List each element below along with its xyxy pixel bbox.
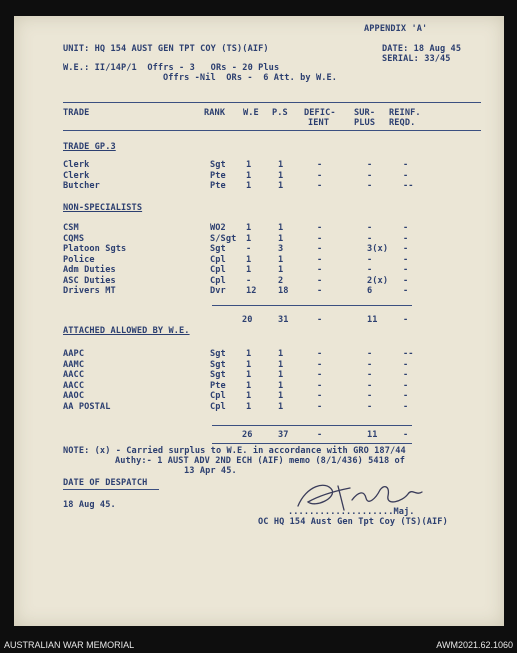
- document-page: [14, 16, 504, 626]
- cell-surplus: -: [367, 254, 373, 265]
- cell-trade: AACC: [63, 380, 85, 391]
- header-defic-2: IENT: [308, 118, 330, 128]
- cell-defic: -: [317, 244, 323, 254]
- cell-defic: -: [317, 170, 323, 181]
- cell-trade: Clerk: [63, 160, 90, 170]
- cell-we: 12: [246, 286, 257, 296]
- cell-reinf: -: [403, 359, 409, 370]
- cell-reinf: -: [403, 401, 409, 412]
- cell-rank: Sgt: [210, 160, 226, 170]
- header-bottom-rule: [63, 130, 481, 131]
- cell-reinf: -: [403, 160, 409, 170]
- cell-ps: 1: [278, 265, 284, 275]
- cell-surplus: 6: [367, 286, 373, 296]
- cell-we: 1: [246, 160, 252, 170]
- cell-ps: 1: [278, 160, 284, 170]
- cell-reinf: -: [403, 254, 409, 265]
- cell-surplus: -: [367, 349, 373, 359]
- total-we: 26: [242, 430, 253, 440]
- cell-rank: Pte: [210, 170, 226, 181]
- cell-ps: 1: [278, 391, 284, 401]
- total-ps: 31: [278, 315, 289, 325]
- cell-rank: S/Sgt: [210, 233, 237, 244]
- header-rank: RANK: [204, 108, 226, 118]
- cell-trade: CSM: [63, 223, 79, 233]
- cell-trade: Police: [63, 254, 95, 265]
- header-defic-1: DEFIC-: [304, 108, 336, 118]
- section-attached: ATTACHED ALLOWED BY W.E.: [63, 326, 190, 336]
- total-defic: -: [317, 315, 323, 325]
- cell-ps: 1: [278, 370, 284, 380]
- cell-rank: Dvr: [210, 286, 226, 296]
- cell-reinf: --: [403, 181, 414, 191]
- cell-ps: 1: [278, 401, 284, 412]
- unit-line: UNIT: HQ 154 AUST GEN TPT COY (TS)(AIF): [63, 44, 269, 54]
- cell-reinf: --: [403, 349, 414, 359]
- cell-ps: 1: [278, 223, 284, 233]
- cell-surplus: -: [367, 391, 373, 401]
- cell-trade: Platoon Sgts: [63, 244, 127, 254]
- cell-we: 1: [246, 359, 252, 370]
- total-bottom-rule: [212, 443, 412, 444]
- cell-ps: 1: [278, 181, 284, 191]
- serial-line: SERIAL: 33/45: [382, 54, 451, 64]
- cell-reinf: -: [403, 265, 409, 275]
- cell-rank: Cpl: [210, 254, 226, 265]
- cell-reinf: -: [403, 370, 409, 380]
- cell-defic: -: [317, 265, 323, 275]
- signature-title: OC HQ 154 Aust Gen Tpt Coy (TS)(AIF): [258, 517, 448, 527]
- cell-we: 1: [246, 401, 252, 412]
- total-ps: 37: [278, 430, 289, 440]
- cell-trade: AA POSTAL: [63, 401, 111, 412]
- cell-ps: 1: [278, 349, 284, 359]
- cell-surplus: -: [367, 181, 373, 191]
- we-line-2: Offrs -Nil ORs - 6 Att. by W.E.: [163, 73, 338, 83]
- cell-rank: Cpl: [210, 265, 226, 275]
- header-we: W.E: [243, 108, 259, 118]
- cell-defic: -: [317, 254, 323, 265]
- cell-trade: AAPC: [63, 349, 85, 359]
- header-surplus-1: SUR-: [354, 108, 376, 118]
- header-top-rule: [63, 102, 481, 103]
- cell-defic: -: [317, 391, 323, 401]
- cell-surplus: 3(x): [367, 244, 389, 254]
- cell-trade: Adm Duties: [63, 265, 116, 275]
- cell-ps: 1: [278, 254, 284, 265]
- cell-surplus: -: [367, 170, 373, 181]
- header-reinf-2: REQD.: [389, 118, 416, 128]
- despatch-underline: [63, 489, 159, 490]
- despatch-label: DATE OF DESPATCH: [63, 478, 148, 488]
- cell-ps: 1: [278, 380, 284, 391]
- total-reinf: -: [403, 315, 409, 325]
- cell-rank: Sgt: [210, 359, 226, 370]
- header-surplus-2: PLUS: [354, 118, 376, 128]
- cell-trade: CQMS: [63, 233, 85, 244]
- cell-ps: 1: [278, 233, 284, 244]
- cell-defic: -: [317, 160, 323, 170]
- cell-rank: Pte: [210, 181, 226, 191]
- cell-we: 1: [246, 254, 252, 265]
- footer-accession: AWM2021.62.1060: [436, 640, 513, 650]
- cell-we: 1: [246, 265, 252, 275]
- cell-defic: -: [317, 275, 323, 286]
- cell-rank: WO2: [210, 223, 226, 233]
- cell-we: 1: [246, 223, 252, 233]
- cell-rank: Sgt: [210, 349, 226, 359]
- cell-surplus: -: [367, 380, 373, 391]
- cell-trade: AAOC: [63, 391, 85, 401]
- header-trade: TRADE: [63, 108, 90, 118]
- header-ps: P.S: [272, 108, 288, 118]
- cell-defic: -: [317, 370, 323, 380]
- header-reinf-1: REINF.: [389, 108, 421, 118]
- cell-ps: 2: [278, 275, 284, 286]
- cell-we: -: [246, 244, 252, 254]
- cell-we: 1: [246, 349, 252, 359]
- cell-ps: 3: [278, 244, 284, 254]
- subtotal-rule: [212, 305, 412, 306]
- cell-trade: Drivers MT: [63, 286, 116, 296]
- total-reinf: -: [403, 430, 409, 440]
- cell-reinf: -: [403, 380, 409, 391]
- cell-we: -: [246, 275, 252, 286]
- cell-defic: -: [317, 380, 323, 391]
- cell-defic: -: [317, 181, 323, 191]
- total-we: 20: [242, 315, 253, 325]
- cell-defic: -: [317, 223, 323, 233]
- signature-dots: ....................Maj.: [288, 507, 415, 517]
- cell-ps: 18: [278, 286, 289, 296]
- cell-we: 1: [246, 181, 252, 191]
- cell-reinf: -: [403, 170, 409, 181]
- cell-defic: -: [317, 401, 323, 412]
- cell-reinf: -: [403, 286, 409, 296]
- cell-surplus: 2(x): [367, 275, 389, 286]
- cell-we: 1: [246, 391, 252, 401]
- section-non-specialists: NON-SPECIALISTS: [63, 203, 143, 213]
- appendix-label: APPENDIX 'A': [364, 24, 428, 34]
- cell-reinf: -: [403, 275, 409, 286]
- cell-surplus: -: [367, 401, 373, 412]
- cell-we: 1: [246, 370, 252, 380]
- note-line-1: NOTE: (x) - Carried surplus to W.E. in accordance with GRO 187/44: [63, 446, 406, 456]
- cell-rank: Sgt: [210, 244, 226, 254]
- total-defic: -: [317, 430, 323, 440]
- footer-institution: AUSTRALIAN WAR MEMORIAL: [4, 640, 135, 650]
- cell-trade: AAMC: [63, 359, 85, 370]
- cell-we: 1: [246, 380, 252, 391]
- we-line-1: W.E.: II/14P/1 Offrs - 3 ORs - 20 Plus: [63, 63, 280, 73]
- total-rule: [212, 425, 412, 426]
- archive-footer: [0, 637, 517, 653]
- date-line: DATE: 18 Aug 45: [382, 44, 462, 54]
- cell-rank: Cpl: [210, 391, 226, 401]
- cell-we: 1: [246, 233, 252, 244]
- cell-surplus: -: [367, 233, 373, 244]
- cell-trade: ASC Duties: [63, 275, 116, 286]
- cell-trade: Butcher: [63, 181, 100, 191]
- cell-reinf: -: [403, 223, 409, 233]
- cell-ps: 1: [278, 359, 284, 370]
- total-surplus: 11: [367, 430, 378, 440]
- cell-surplus: -: [367, 265, 373, 275]
- cell-rank: Cpl: [210, 401, 226, 412]
- cell-defic: -: [317, 349, 323, 359]
- cell-reinf: -: [403, 391, 409, 401]
- cell-surplus: -: [367, 370, 373, 380]
- cell-trade: AACC: [63, 370, 85, 380]
- cell-surplus: -: [367, 160, 373, 170]
- cell-surplus: -: [367, 359, 373, 370]
- despatch-date: 18 Aug 45.: [63, 500, 116, 510]
- cell-rank: Pte: [210, 380, 226, 391]
- total-surplus: 11: [367, 315, 378, 325]
- cell-defic: -: [317, 286, 323, 296]
- section-trade-gp3: TRADE GP.3: [63, 142, 116, 152]
- note-line-3: 13 Apr 45.: [184, 466, 237, 476]
- cell-we: 1: [246, 170, 252, 181]
- cell-rank: Cpl: [210, 275, 226, 286]
- note-line-2: Authy:- 1 AUST ADV 2ND ECH (AIF) memo (8/1/436) 5418 of: [115, 456, 406, 466]
- cell-reinf: -: [403, 244, 409, 254]
- cell-reinf: -: [403, 233, 409, 244]
- cell-ps: 1: [278, 170, 284, 181]
- cell-defic: -: [317, 233, 323, 244]
- cell-trade: Clerk: [63, 170, 90, 181]
- cell-surplus: -: [367, 223, 373, 233]
- cell-defic: -: [317, 359, 323, 370]
- cell-rank: Sgt: [210, 370, 226, 380]
